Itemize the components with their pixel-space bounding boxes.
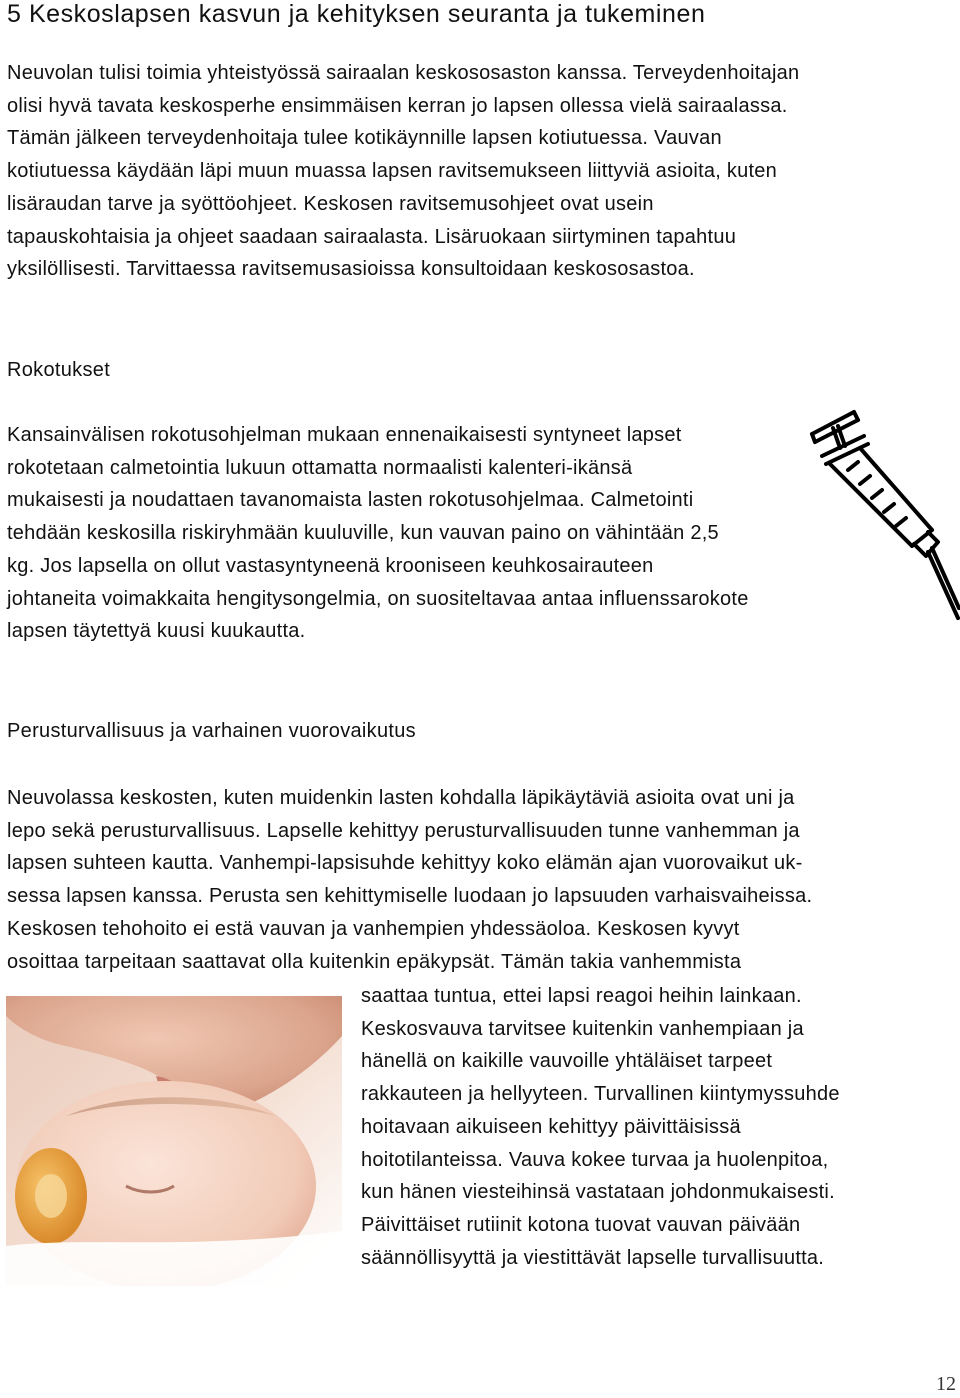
text-line: lisäraudan tarve ja syöttöohjeet. Keskosen ravitsemusohjeet ovat usein	[7, 192, 654, 215]
vaccinations-heading: Rokotukset	[7, 359, 111, 381]
text-line: tehdään keskosilla riskiryhmään kuuluville, kun vauvan paino on vähintään 2,5	[7, 522, 719, 545]
text-line: Kansainvälisen rokotusohjelman mukaan ennenaikaisesti syntyneet lapset	[7, 424, 682, 446]
text-line: lepo sekä perusturvallisuus. Lapselle kehittyy perusturvallisuuden tunne vanhemman ja	[7, 819, 800, 842]
text-line: osoittaa tarpeitaan saattavat olla kuitenkin epäkypsät. Tämän takia vanhemmista	[7, 950, 742, 973]
text-line: yksilöllisesti. Tarvittaessa ravitsemusasioissa konsultoidaan keskososastoa.	[7, 258, 695, 281]
text-line: kotiutuessa käydään läpi muun muassa lapsen ravitsemukseen liittyviä asioita, kuten	[7, 160, 778, 183]
parent-kissing-baby-photo	[6, 996, 342, 1286]
syringe-icon	[808, 404, 960, 622]
text-line: sessa lapsen kanssa. Perusta sen kehittymiselle luodaan jo lapsuuden varhaisvaiheissa.	[7, 885, 813, 908]
text-line: säännöllisyyttä ja viestittävät lapselle turvallisuutta.	[361, 1246, 825, 1269]
text-line: hoitotilanteissa. Vauva kokee turvaa ja huolenpitoa,	[361, 1148, 829, 1171]
text-line: rokotetaan calmetointia lukuun ottamatta normaalisti kalenteri-ikänsä	[7, 456, 633, 479]
intro-paragraph	[7, 57, 799, 286]
page-number: 12	[936, 1373, 956, 1395]
security-wrap-paragraph	[361, 980, 840, 1274]
text-line: lapsen täytettyä kuusi kuukautta.	[7, 620, 306, 643]
text-line: tapauskohtaisia ja ohjeet saadaan sairaalasta. Lisäruokaan siirtyminen tapahtuu	[7, 225, 737, 248]
text-line: Päivittäiset rutiinit kotona tuovat vauvan päivään	[361, 1213, 801, 1236]
text-line: Neuvolan tulisi toimia yhteistyössä sairaalan keskososaston kanssa. Terveydenhoitajan	[7, 62, 800, 84]
text-line: Tämän jälkeen terveydenhoitaja tulee kotikäynnille lapsen kotiutuessa. Vauvan	[7, 127, 722, 150]
section-heading: 5 Keskoslapsen kasvun ja kehityksen seuranta ja tukeminen	[7, 0, 706, 28]
text-line: rakkauteen ja hellyyteen. Turvallinen kiintymyssuhde	[361, 1083, 840, 1106]
text-line: saattaa tuntua, ettei lapsi reagoi heihin lainkaan.	[361, 985, 802, 1007]
text-line: Neuvolassa keskosten, kuten muidenkin lasten kohdalla läpikäytäviä asioita ovat uni ja	[7, 787, 795, 809]
text-line: kun hänen viesteihinsä vastataan johdonmukaisesti.	[361, 1181, 835, 1204]
security-paragraph	[7, 782, 812, 978]
text-line: Keskosen tehohoito ei estä vauvan ja vanhempien yhdessäoloa. Keskosen kyvyt	[7, 917, 740, 940]
text-line: Keskosvauva tarvitsee kuitenkin vanhempiaan ja	[361, 1017, 804, 1040]
vaccinations-paragraph	[7, 419, 749, 648]
security-heading: Perusturvallisuus ja varhainen vuorovaikutus	[7, 720, 416, 742]
text-line: hoitavaan aikuiseen kehittyy päivittäisissä	[361, 1115, 741, 1138]
text-line: johtaneita voimakkaita hengitysongelmia, on suositeltavaa antaa influenssarokote	[7, 587, 749, 610]
text-line: hänellä on kaikille vauvoille yhtäläiset tarpeet	[361, 1050, 773, 1073]
text-line: kg. Jos lapsella on ollut vastasyntyneenä krooniseen keuhkosairauteen	[7, 554, 654, 577]
text-line: olisi hyvä tavata keskosperhe ensimmäisen kerran jo lapsen ollessa vielä sairaalassa.	[7, 94, 788, 117]
text-line: mukaisesti ja noudattaen tavanomaista lasten rokotusohjelmaa. Calmetointi	[7, 489, 694, 512]
text-line: lapsen suhteen kautta. Vanhempi-lapsisuhde kehittyy koko elämän ajan vuorovaikut uk-	[7, 852, 803, 875]
